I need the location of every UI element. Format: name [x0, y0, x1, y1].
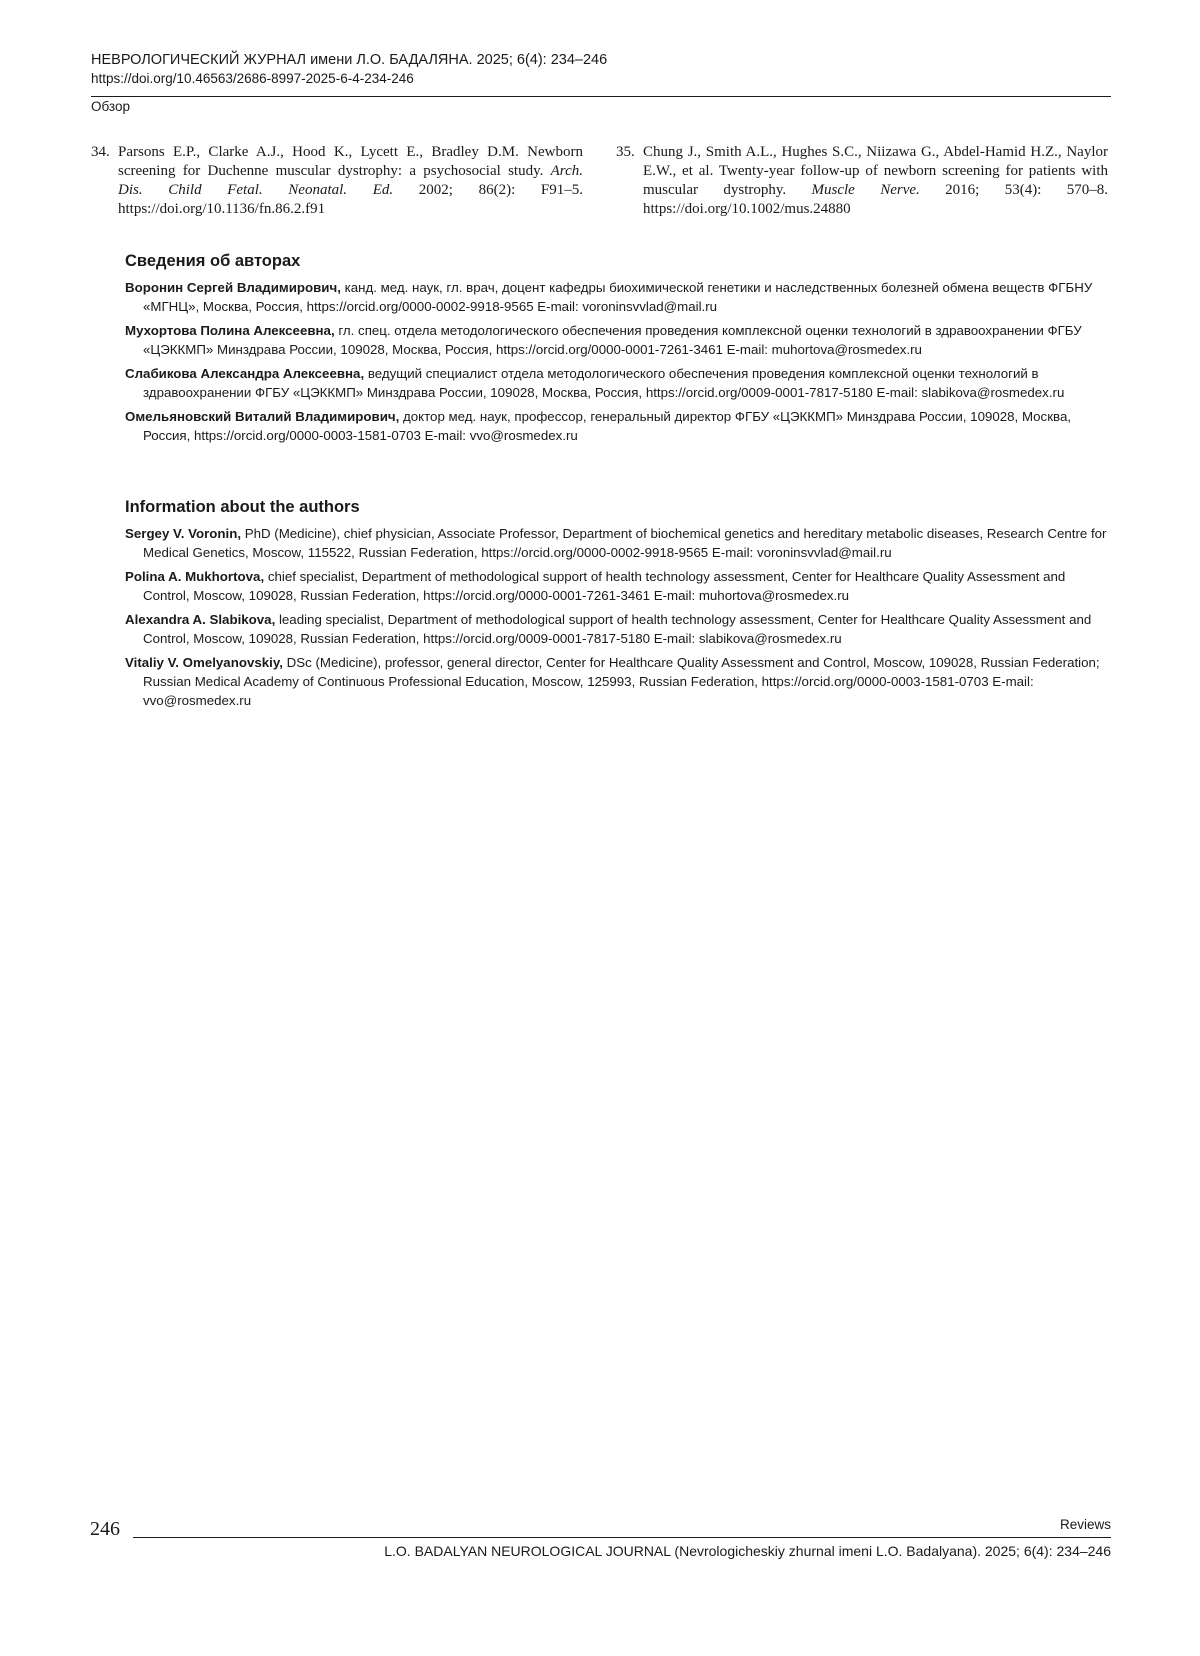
reference-item — [91, 143, 583, 219]
author-name: Vitaliy V. Omelyanovskiy, — [125, 655, 283, 670]
reference-authors-title: Chung J., Smith A.L., Hughes S.C., Niizawa G., Abdel-Hamid H.Z., Naylor E.W., et al. Twenty-year follow-up of newborn screening for patients with muscular dystrophy. — [643, 144, 1108, 198]
reference-item — [616, 143, 1108, 219]
doi-link[interactable]: https://doi.org/10.46563/2686-8997-2025-6-4-234-246 — [91, 71, 414, 86]
author-name: Sergey V. Voronin, — [125, 526, 242, 541]
reference-journal: Arch. Dis. Child Fetal. Neonatal. Ed. — [118, 163, 583, 198]
footer-rule — [133, 1537, 1111, 1538]
author-details: leading specialist, Department of methodological support of health technology assessment, Center for Healthcare Quality Assessment and Control, Moscow, 109028, Russian Federation, https://orcid.org/0009-0001-7817-5180 E-mail: slabikova@rosmedex.ru — [143, 612, 1092, 646]
author-entry — [125, 524, 1111, 562]
page-header — [91, 50, 1111, 88]
author-entry — [125, 610, 1111, 648]
reference-text — [91, 143, 583, 219]
reference-text — [616, 143, 1108, 219]
journal-title: НЕВРОЛОГИЧЕСКИЙ ЖУРНАЛ имени Л.О. БАДАЛЯНА. 2025; 6(4): 234–246 — [91, 52, 608, 68]
author-entry — [125, 321, 1111, 359]
reference-journal: Muscle Nerve. — [811, 182, 920, 198]
authors-info-en — [125, 496, 1111, 715]
authors-heading-ru: Сведения об авторах — [125, 252, 301, 270]
author-name: Омельяновский Виталий Владимирович, — [125, 409, 400, 424]
author-details: гл. спец. отдела методологического обеспечения проведения комплексной оценки технологий в здравоохранении ФГБУ «ЦЭККМП» Минздрава России, 109028, Москва, Россия, https://orcid.org/0000-0001-7261-3461 E-mail: muhortova@rosmedex.ru — [143, 323, 1082, 357]
reference-authors-title: Parsons E.P., Clarke A.J., Hood K., Lycett E., Bradley D.M. Newborn screening for Duchenne muscular dystrophy: a psychosocial study. — [118, 144, 583, 179]
section-label: Обзор — [91, 99, 130, 114]
footer-section-label: Reviews — [1059, 1517, 1111, 1532]
author-entry — [125, 407, 1111, 445]
author-details: DSc (Medicine), professor, general director, Center for Healthcare Quality Assessment and Control, Moscow, 109028, Russian Federation; Russian Medical Academy of Continuous Professional Education, Moscow, 125993, Russian Federation, https://orcid.org/0000-0003-1581-0703 E-mail: vvo@rosmedex.ru — [143, 655, 1100, 708]
author-details: ведущий специалист отдела методологического обеспечения проведения комплексной оценки технологий в здравоохранении ФГБУ «ЦЭККМП» Минздрава России, 109028, Москва, Россия, https://orcid.org/0009-0001-7817-5180 E-mail: slabikova@rosmedex.ru — [143, 366, 1065, 400]
author-entry — [125, 567, 1111, 605]
author-name: Мухортова Полина Алексеевна, — [125, 323, 335, 338]
author-name: Alexandra A. Slabikova, — [125, 612, 276, 627]
footer-journal-title: L.O. BADALYAN NEUROLOGICAL JOURNAL (Nevrologicheskiy zhurnal imeni L.O. Badalyana). 2025; 6(4): 234–246 — [384, 1543, 1111, 1559]
author-entry — [125, 364, 1111, 402]
author-entry — [125, 653, 1111, 710]
author-name: Слабикова Александра Алексеевна, — [125, 366, 365, 381]
page-number: 246 — [90, 1518, 120, 1540]
author-details: доктор мед. наук, профессор, генеральный директор ФГБУ «ЦЭККМП» Минздрава России, 109028, Москва, Россия, https://orcid.org/0000-0003-1581-0703 E-mail: vvo@rosmedex.ru — [143, 409, 1072, 443]
header-rule — [91, 96, 1111, 97]
author-name: Воронин Сергей Владимирович, — [125, 280, 341, 295]
authors-info-ru — [125, 250, 1111, 450]
reference-citation: 2016; 53(4): 570–8. https://doi.org/10.1002/mus.24880 — [643, 182, 1108, 217]
author-details: chief specialist, Department of methodological support of health technology assessment, Center for Healthcare Quality Assessment and Control, Moscow, 109028, Russian Federation, https://orcid.org/0000-0001-7261-3461 E-mail: muhortova@rosmedex.ru — [143, 569, 1066, 603]
reference-citation: 2002; 86(2): F91–5. https://doi.org/10.1136/fn.86.2.f91 — [118, 182, 583, 217]
reference-number: 34. — [91, 144, 110, 160]
reference-number: 35. — [616, 144, 635, 160]
authors-heading-en: Information about the authors — [125, 498, 360, 516]
author-name: Polina A. Mukhortova, — [125, 569, 265, 584]
author-details: канд. мед. наук, гл. врач, доцент кафедры биохимической генетики и наследственных болезней обмена веществ ФГБНУ «МГНЦ», Москва, Россия, https://orcid.org/0000-0002-9918-9565 E-mail: voroninsvvlad@mail.ru — [143, 280, 1093, 314]
author-entry — [125, 278, 1111, 316]
author-details: PhD (Medicine), chief physician, Associate Professor, Department of biochemical genetics and hereditary metabolic diseases, Research Centre for Medical Genetics, Moscow, 115522, Russian Federation, https://orcid.org/0000-0002-9918-9565 E-mail: voroninsvvlad@mail.ru — [143, 526, 1107, 560]
